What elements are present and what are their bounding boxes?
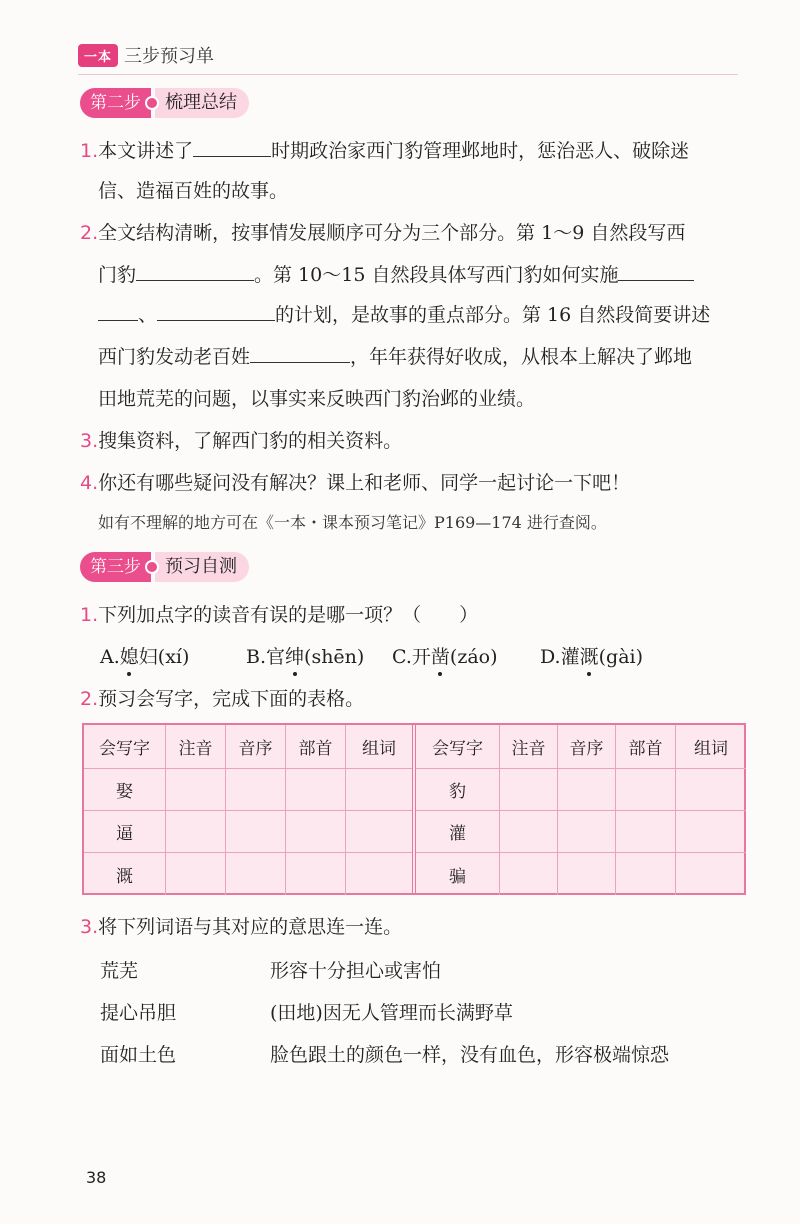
option-a[interactable] — [100, 642, 189, 669]
question-number: 4. — [80, 472, 99, 494]
character-table — [82, 723, 746, 895]
step2-label: 第二步 — [80, 88, 151, 118]
q1-text-b: 时期政治家西门豹管理邺地时，惩治恶人、破除迷 — [271, 140, 690, 162]
q2-text-l1: 全文结构清晰，按事情发展顺序可分为三个部分。第 1～9 自然段写西 — [98, 222, 686, 244]
step3-q1 — [80, 600, 478, 627]
question-number: 1. — [80, 604, 99, 626]
step2-q1-line2: 信、造福百姓的故事。 — [98, 180, 289, 202]
table-input-cell[interactable] — [616, 769, 676, 811]
table-input-cell[interactable] — [226, 769, 286, 811]
option-rest: (záo) — [449, 646, 498, 668]
match-word[interactable]: 提心吊胆 — [100, 1002, 177, 1024]
answer-blank[interactable] — [98, 302, 138, 321]
table-header: 音序 — [558, 725, 616, 769]
option-prefix: A. — [100, 646, 120, 668]
table-input-cell[interactable] — [558, 769, 616, 811]
option-prefix: D.灌 — [540, 646, 580, 668]
question-number: 3. — [80, 430, 99, 452]
step2-q4 — [80, 468, 630, 495]
header-divider — [78, 74, 738, 75]
table-input-cell[interactable] — [500, 811, 558, 853]
step3-label: 第三步 — [80, 552, 151, 582]
step2-q2-line2 — [98, 260, 694, 287]
table-header: 注音 — [166, 725, 226, 769]
answer-blank[interactable] — [250, 344, 350, 363]
table-input-cell[interactable] — [616, 811, 676, 853]
table-char: 娶 — [84, 769, 166, 811]
q1-prompt: 下列加点字的读音有误的是哪一项？（ ） — [98, 604, 479, 626]
table-header: 组词 — [676, 725, 746, 769]
q2-text-l3b: 的计划，是故事的重点部分。第 16 自然段简要讲述 — [275, 304, 711, 326]
table-char: 豹 — [416, 769, 500, 811]
table-input-cell[interactable] — [676, 853, 746, 895]
step3-title: 预习自测 — [155, 552, 249, 582]
table-input-cell[interactable] — [166, 853, 226, 895]
table-header: 会写字 — [416, 725, 500, 769]
q4-text: 你还有哪些疑问没有解决？课上和老师、同学一起讨论一下吧！ — [98, 472, 631, 494]
step2-q2-line5: 田地荒芜的问题，以事实来反映西门豹治邺的业绩。 — [98, 388, 536, 410]
q3-text: 搜集资料，了解西门豹的相关资料。 — [98, 430, 403, 452]
option-rest: 妇(xí) — [138, 646, 190, 668]
question-number: 1. — [80, 140, 99, 162]
table-char: 灌 — [416, 811, 500, 853]
step2-q1-line1 — [80, 136, 689, 163]
table-input-cell[interactable] — [286, 769, 346, 811]
table-input-cell[interactable] — [558, 853, 616, 895]
dotted-char: 媳 — [119, 646, 139, 668]
header-title: 三步预习单 — [124, 46, 215, 67]
table-header: 音序 — [226, 725, 286, 769]
option-c[interactable] — [392, 642, 498, 669]
step2-q2-line3 — [98, 300, 710, 327]
table-header: 会写字 — [84, 725, 166, 769]
table-header: 部首 — [286, 725, 346, 769]
step2-badge — [80, 88, 249, 118]
option-rest: (shēn) — [304, 646, 365, 668]
q2-text-l2b: 。第 10～15 自然段具体写西门豹如何实施 — [254, 264, 619, 286]
table-input-cell[interactable] — [226, 811, 286, 853]
table-char: 逼 — [84, 811, 166, 853]
q1-text-a: 本文讲述了 — [98, 140, 194, 162]
table-input-cell[interactable] — [226, 853, 286, 895]
table-input-cell[interactable] — [500, 769, 558, 811]
match-word[interactable]: 荒芜 — [100, 960, 139, 982]
option-rest: (gài) — [598, 646, 644, 668]
table-input-cell[interactable] — [166, 811, 226, 853]
q3-prompt: 将下列词语与其对应的意思连一连。 — [98, 916, 403, 938]
option-prefix: C.开 — [392, 646, 431, 668]
q2-text-l4a: 西门豹发动老百姓 — [98, 346, 251, 368]
table-input-cell[interactable] — [346, 769, 412, 811]
table-input-cell[interactable] — [166, 769, 226, 811]
answer-blank[interactable] — [618, 262, 694, 281]
step2-q3 — [80, 426, 402, 453]
table-input-cell[interactable] — [558, 811, 616, 853]
table-input-cell[interactable] — [286, 853, 346, 895]
page-header — [78, 40, 214, 70]
step-dot-icon — [145, 560, 159, 574]
table-input-cell[interactable] — [500, 853, 558, 895]
table-char: 骗 — [416, 853, 500, 895]
match-meaning[interactable]: (田地)因无人管理而长满野草 — [270, 1002, 513, 1024]
step3-q3 — [80, 912, 402, 939]
table-input-cell[interactable] — [286, 811, 346, 853]
brand-logo: 一本 — [78, 44, 118, 67]
match-word[interactable]: 面如土色 — [100, 1044, 177, 1066]
question-number: 3. — [80, 916, 99, 938]
q2-text-l4b: ，年年获得好收成，从根本上解决了邺地 — [350, 346, 693, 368]
q2-prompt: 预习会写字，完成下面的表格。 — [98, 688, 365, 710]
answer-blank[interactable] — [157, 302, 275, 321]
answer-blank[interactable] — [193, 138, 271, 157]
table-char: 溉 — [84, 853, 166, 895]
step2-title: 梳理总结 — [155, 88, 249, 118]
table-right — [412, 725, 746, 893]
table-input-cell[interactable] — [616, 853, 676, 895]
question-number: 2. — [80, 222, 99, 244]
reference-note: 如有不理解的地方可在《一本・课本预习笔记》P169—174 进行查阅。 — [98, 513, 607, 532]
step-dot-icon — [145, 96, 159, 110]
table-left — [84, 725, 412, 893]
option-prefix: B.官 — [246, 646, 286, 668]
step2-q2-line1 — [80, 218, 685, 245]
q2-text-l2a: 门豹 — [98, 264, 137, 286]
dotted-char: 绅 — [285, 646, 305, 668]
option-b[interactable] — [246, 642, 364, 669]
table-input-cell[interactable] — [676, 811, 746, 853]
match-meaning[interactable]: 形容十分担心或害怕 — [270, 960, 442, 982]
dotted-char: 溉 — [579, 646, 599, 668]
question-number: 2. — [80, 688, 99, 710]
option-d[interactable] — [540, 642, 643, 669]
step3-badge — [80, 552, 249, 582]
q2-text-l3a: 、 — [138, 304, 158, 326]
step2-q2-line4 — [98, 342, 692, 369]
page-number: 38 — [86, 1168, 107, 1187]
table-input-cell[interactable] — [346, 811, 412, 853]
table-input-cell[interactable] — [676, 769, 746, 811]
match-meaning[interactable]: 脸色跟土的颜色一样，没有血色，形容极端惊恐 — [270, 1044, 670, 1066]
step3-q2 — [80, 684, 364, 711]
table-input-cell[interactable] — [346, 853, 412, 895]
table-header: 部首 — [616, 725, 676, 769]
table-header: 组词 — [346, 725, 412, 769]
dotted-char: 凿 — [430, 646, 450, 668]
table-header: 注音 — [500, 725, 558, 769]
answer-blank[interactable] — [136, 262, 254, 281]
